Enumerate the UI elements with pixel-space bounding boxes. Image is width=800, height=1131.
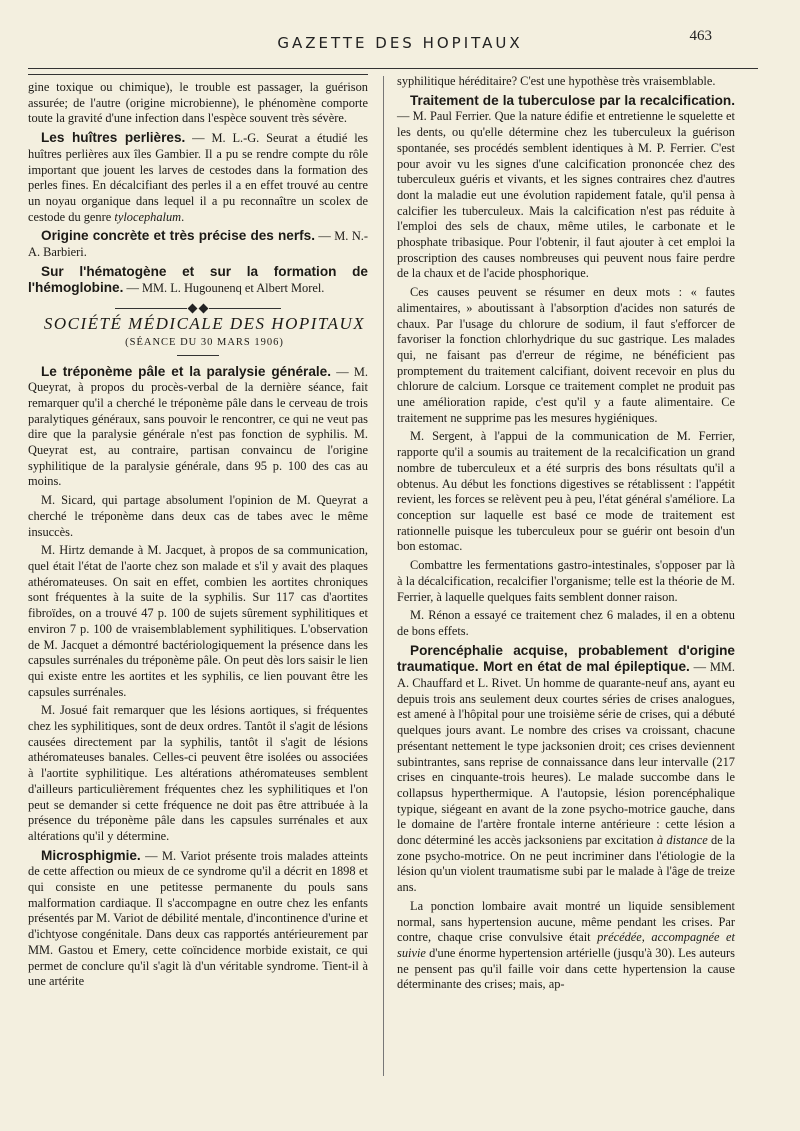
entry-recalcification: Traitement de la tuberculose par la recalcification. — M. Paul Ferrier. Que la nature édifie et entretienne le squelette et les dents, ou qu'elle détermine chez les tuberculeux la guérison spontanée, ses procédés semblent identiques à M. P. Ferrier. C'est pour avoir vu les signes d'une calcification prononcée chez des tuberculeux guéris et vivants, et les signes contraires chez d'autres dont la maladie eut une évolution rapidement fatale, qu'il pensa à calcifier les tuberculeux. Mais la calcification n'est pas réduite à l'emploi des sels de chaux, même utiles, le carbonate et le phosphate tribasique. Pour l'obtenir, il faut ajouter à cet emploi la proscription des causes nombreuses qui peuvent nous faire perdre de la chaux et de l'acide phosphorique. [397, 92, 736, 281]
italic-phrase: précédée, accompagnée et suivie [397, 930, 735, 960]
entry-text: Que la nature édifie et entretienne le squelette et les dents, ou qu'elle détermine chez les tuberculeux la guérison spontanée, ses procédés semblent identiques à M. P. Ferrier. C'est pour avoir vu les signes d'une calcification prononcée chez des tuberculeux guéris et vivants, et les signes contraires chez d'autres dont la maladie eut une évolution rapidement fatale, qu'il pensa à calcifier les tuberculeux. Mais la calcification n'est pas réduite à l'emploi des sels de chaux, même utiles, le carbonate et le phosphate tribasique. Pour l'obtenir, il faut ajouter à cet emploi la proscription des causes nombreuses qui peuvent nous faire perdre de la chaux et de l'acide phosphorique. [397, 109, 736, 281]
entry-author: MM. A. Chauffard et L. Rivet. [397, 660, 735, 691]
paragraph: M. Sergent, à l'appui de la communication de M. Ferrier, rapporte qu'il a soumis au traitement de la recalcification un grand nombre de tuberculeux et a été surpris des bons résultats qu'il a obtenus. Au début les fonctions digestives se rétablissent : l'appétit revient, les forces se relèvent peu à peu, l'état général s'améliore. La conception sur laquelle est basé ce mode de traitement est rationnelle puisque les tuberculeux pour se guérir ont besoin d'un bon estomac. [397, 429, 735, 554]
intro-paragraph: syphilitique héréditaire? C'est une hypothèse très vraisemblable. [397, 74, 716, 88]
page-number: 463 [689, 28, 712, 44]
paragraph: Combattre les fermentations gastro-intestinales, s'opposer par là à la décalcification, recalcifier l'organisme; telle est la théorie de M. Ferrier, à laquelle quelques faits semblent donner raison. [397, 558, 735, 604]
column-divider [383, 76, 384, 1076]
entry-microsphygmie: Microsphigmie. — M. Variot présente trois malades atteints de cette affection ou mieux de ce syndrome qu'il a décrit en 1898 et qui consiste en une petitesse permanente du pouls sans malformation cardiaque. Il s'accompagne en outre chez les enfants présentés par M. Variot de débilité mentale, d'incontinence d'urine et d'ichtyose congénitale. Dans deux cas rapportés antérieurement par MM. Gastou et Emery, cette coïncidence morbide existait, ce qui permet de conclure qu'il s'agit là d'un véritable syndrome. Tient-il à une artérite [28, 847, 368, 989]
intro-paragraph: gine toxique ou chimique), le trouble est passager, la guérison assurée; de l'autre (origine microbienne), le phénomène comporte toute la gravité d'une infection dans l'espèce souvent très sévère. [28, 80, 368, 126]
entry-text: présente trois malades atteints de cette affection ou mieux de ce syndrome qu'il a décrit en 1898 et qui consiste en une petitesse permanente du pouls sans malformation cardiaque. Il s'accompagne en outre chez les enfants présentés par M. Variot de débilité mentale, d'incontinence d'urine et d'ichtyose congénitale. Dans deux cas rapportés antérieurement par MM. Gastou et Emery, cette coïncidence morbide existait, ce qui permet de conclure qu'il s'agit là d'un véritable syndrome. Tient-il à une artérite [28, 848, 368, 989]
entry-huitres: Les huîtres perlières. — M. L.-G. Seurat a étudié les huîtres perlières aux îles Gambier. Il a pu se rendre compte du rôle important que jouent les larves de cestodes dans la formation des perles fines. En décalcifiant des perles il a en effet trouvé au centre un noyau organique dans lequel il a pu reconnaître un scolex de cestode du genre tylocephalum. [28, 130, 368, 224]
paragraph: M. Sicard, qui partage absolument l'opinion de M. Queyrat a cherché le tréponème dans deux cas de tabes avec le même insuccès. [28, 493, 368, 539]
seance-date: (SÉANCE DU 30 MARS 1906) [125, 336, 284, 348]
entry-text: a étudié les huîtres perlières aux îles Gambier. Il a pu se rendre compte du rôle important que jouent les larves de cestodes dans la formation des perles fines. En décalcifiant des perles il a en effet trouvé au centre un noyau organique dans lequel il a pu reconnaître un scolex de cestode du genre [28, 131, 368, 224]
entry-porencephalie: Porencéphalie acquise, probablement d'origine traumatique. Mort en état de mal épileptique. — MM. A. Chauffard et L. Rivet. Un homme de quarante-neuf ans, ayant eu depuis trois ans seulement deux courtes séries de crises analogues, est amené à l'hôpital pour une troisième série de crises, qui a débuté quelques jours avant. Le nombre des crises va croissant, chacune présentant nettement le type jacksonien droit; ces crises deviennent subintrantes, sans reprise de connaissance dans leur intervalle (217 crises en cinquante-trois heures). Le malade succombe dans le collapsus hyperthermique. A l'autopsie, lésion porencéphalique typique, siégeant en avant de la zone psycho-motrice gauche, dans le domaine de l'artère frontale interne antérieure : cette lésion a donc déterminé les accès jacksoniens par excitation à distance de la zone psycho-motrice. On ne peut incriminer dans l'étiologie de la lésion qu'un violent traumatisme subi par le malade à l'âge de treize ans. [397, 642, 736, 895]
entry-text: , à propos du procès-verbal de la dernière séance, fait remarquer qu'il a cherché le tréponème pâle dans le cerveau de trois paralytiques généraux, sans pouvoir le rencontrer, ce qui ne veut pas dire que la paralysie générale n'est pas fonction de syphilis. M. Queyrat est, au contraire, partisan convaincu de l'origine syphilitique de la paralysie générale, dans 95 p. 100 des cas au moins. [28, 380, 368, 489]
genus-name: tylocephalum [114, 209, 182, 224]
italic-phrase: à distance [656, 833, 708, 848]
header-rule-secondary [28, 74, 368, 75]
right-column [397, 74, 735, 996]
entry-title: Le tréponème pâle et la paralysie générale. [41, 363, 332, 379]
entry-author: M. L.-G. Seurat [211, 131, 298, 146]
entry-title: Traitement de la tuberculose par la recalcification. [410, 92, 735, 108]
entry-origine: Origine concrète et très précise des nerfs. — M. N.-A. Barbieri. [28, 228, 368, 260]
paragraph: M. Josué fait remarquer que les lésions aortiques, si fréquentes chez les syphilitiques, sont de deux ordres. Tantôt il s'agit de lésions causées directement par la syphilis, tantôt il s'agit de lésions athéromateuses banales. Celles-ci peuvent être isolées ou associées à l'aortite syphilitique. Les altérations athéromateuses semblent d'ailleurs particulièrement fréquentes chez les syphilitiques et l'on peut se demander si cette fréquence ne doit pas être attribuée à la présence du tréponème pâle dans les capsules surrénales et aux altérations qu'il y détermine. [28, 703, 368, 843]
society-title: SOCIÉTÉ MÉDICALE DES HOPITAUX [43, 314, 366, 334]
entry-author: M. Variot [161, 848, 211, 863]
paragraph: Ces causes peuvent se résumer en deux mots : « fautes alimentaires, » aboutissant à l'absorption d'acides non saturés de chaux. Par l'usage du chlorure de sodium, il faut s'efforcer de favoriser la fonction chlorhydrique du suc gastrique. Les malades qui, ne faisant pas d'erreur de régime, ne bénéficient pas promptement du traitement calcifiant, doivent recevoir en plus du chlorure de calcium. Lorsque ce traitement complet ne produit pas une amélioration rapide, c'est qu'il y a faute alimentaire. Ce traitement ne supprime pas les mesures hygiéniques. [397, 285, 735, 425]
entry-treponeme: Le tréponème pâle et la paralysie générale. — M. Queyrat, à propos du procès-verbal de la dernière séance, fait remarquer qu'il a cherché le tréponème pâle dans le cerveau de trois paralytiques généraux, sans pouvoir le rencontrer, ce qui ne veut pas dire que la paralysie générale n'est pas fonction de syphilis. M. Queyrat est, au contraire, partisan convaincu de l'origine syphilitique de la paralysie générale, dans 95 p. 100 des cas au moins. [28, 363, 368, 489]
section-ornament [28, 305, 368, 312]
entry-title: Les huîtres perlières. [41, 130, 186, 146]
entry-author: M. N.-A. Barbieri. [28, 229, 368, 260]
paragraph: M. Rénon a essayé ce traitement chez 6 malades, il en a obtenu de bons effets. [397, 608, 735, 638]
entry-title: Microsphigmie. [41, 847, 141, 863]
entry-hematogene: Sur l'hématogène et sur la formation de l'hémoglobine. — MM. L. Hugounenq et Albert Morel. [28, 263, 368, 296]
entry-title: Origine concrète et très précise des nerfs. [41, 228, 315, 244]
paragraph: La ponction lombaire avait montré un liquide sensiblement normal, sans hypertension aucune, même pendant les crises. Par contre, chaque crise convulsive était précédée, accompagnée et suivie d'une énorme hypertension artérielle (jusqu'à 30). Les auteurs ne pensent pas qu'il faille voir dans cette hypertension la cause déterminante des crises; mais, ap- [397, 898, 735, 992]
entry-author: MM. L. Hugounenq et Albert Morel. [141, 281, 325, 296]
entry-title: Sur l'hématogène et sur la formation de l'hémoglobine. [28, 263, 368, 296]
entry-text-continued: de la zone psycho-motrice. On ne peut incriminer dans l'étiologie de la lésion qu'un violent traumatisme subi par le malade à l'âge de treize ans. [397, 833, 735, 895]
short-rule [177, 355, 219, 356]
entry-text: Un homme de quarante-neuf ans, ayant eu depuis trois ans seulement deux courtes séries de crises analogues, est amené à l'hôpital pour une troisième série de crises, qui a débuté quelques jours avant. Le nombre des crises va croissant, chacune présentant nettement le type jacksonien droit; ces crises deviennent subintrantes, sans reprise de connaissance dans leur intervalle (217 crises en cinquante-trois heures). Le malade succombe dans le collapsus hyperthermique. A l'autopsie, lésion porencéphalique typique, siégeant en avant de la zone psycho-motrice gauche, dans le domaine de l'artère frontale interne antérieure : cette lésion a donc déterminé les accès jacksoniens par excitation [397, 676, 736, 848]
header-rule [28, 68, 758, 69]
entry-author: M. Paul Ferrier. [412, 109, 492, 124]
entry-title: Porencéphalie acquise, probablement d'origine traumatique. Mort en état de mal épileptique. [397, 642, 735, 675]
left-column [28, 80, 368, 993]
entry-author: M. Queyrat [28, 364, 368, 395]
journal-title: GAZETTE DES HOPITAUX [277, 34, 523, 52]
paragraph: M. Hirtz demande à M. Jacquet, à propos de sa communication, quel était l'état de l'aorte chez son malade et s'il y avait des plaques athéromateuses. On sait en effet, combien les aortites chroniques sont fréquentes à la suite de la syphilis. Sur 117 cas d'aortites fibroïdes, on a trouvé 47 p. 100 de sujets sûrement syphilitiques et environ 7 p. 100 de vraisemblablement syphilitiques. L'observation de M. Jacquet a démontré bactériologiquement la présence dans les capsules surrénales du tréponème pâle. On peut dès lors saisir le lien qui existe entre les aortites et les syphilis, ce lien pouvant être les capsules surrénales. [28, 543, 368, 699]
